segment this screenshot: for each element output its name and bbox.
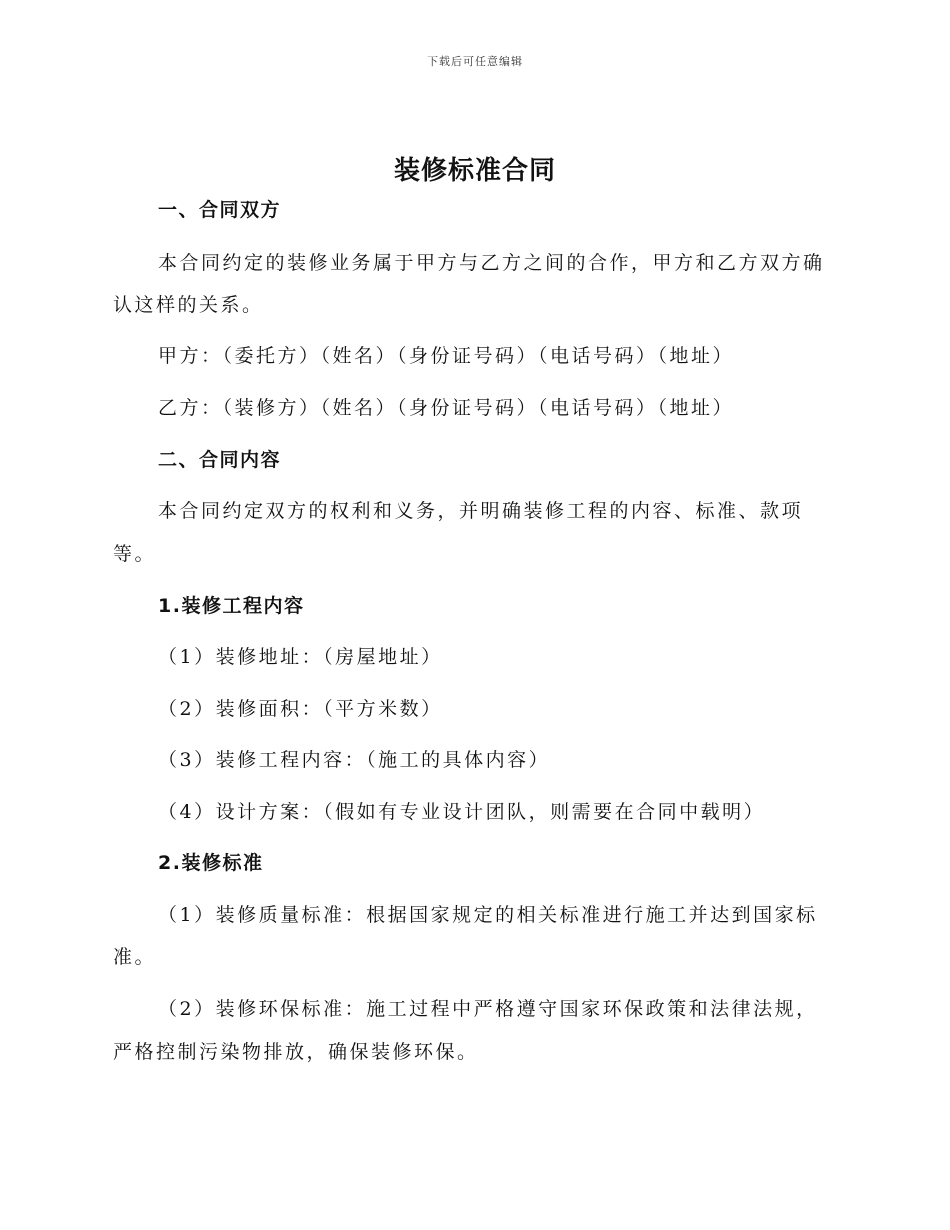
section2-heading: 二、合同内容 [158,449,282,471]
section1-paragraph-line1: 本合同约定的装修业务属于甲方与乙方之间的合作，甲方和乙方双方确 [158,252,825,274]
section2-paragraph-line2: 等。 [113,543,157,565]
subsection1-heading: 1.装修工程内容 [158,595,305,617]
list-item: （3）装修工程内容：（施工的具体内容） [158,749,551,771]
list-item: （4）设计方案：（假如有专业设计团队，则需要在合同中载明） [158,801,766,823]
document-title: 装修标准合同 [393,156,556,186]
standard-item2-line2: 严格控制污染物排放，确保装修环保。 [113,1041,479,1063]
party-a-line: 甲方：（委托方）（姓名）（身份证号码）（电话号码）（地址） [158,345,735,367]
party-b-line: 乙方：（装修方）（姓名）（身份证号码）（电话号码）（地址） [158,397,735,419]
list-item: （2）装修面积：（平方米数） [158,698,443,720]
section1-heading: 一、合同双方 [158,199,282,221]
list-item: （1）装修地址：（房屋地址） [158,646,443,668]
header-note: 下载后可任意编辑 [427,55,523,68]
standard-item2-line1: （2）装修环保标准：施工过程中严格遵守国家环保政策和法律法规， [158,998,818,1020]
section1-paragraph-line2: 认这样的关系。 [113,294,264,316]
section2-paragraph-line1: 本合同约定双方的权利和义务，并明确装修工程的内容、标准、款项 [158,500,804,522]
standard-item1-line2: 准。 [113,946,157,968]
subsection2-heading: 2.装修标准 [158,852,264,874]
standard-item1-line1: （1）装修质量标准：根据国家规定的相关标准进行施工并达到国家标 [158,904,818,926]
